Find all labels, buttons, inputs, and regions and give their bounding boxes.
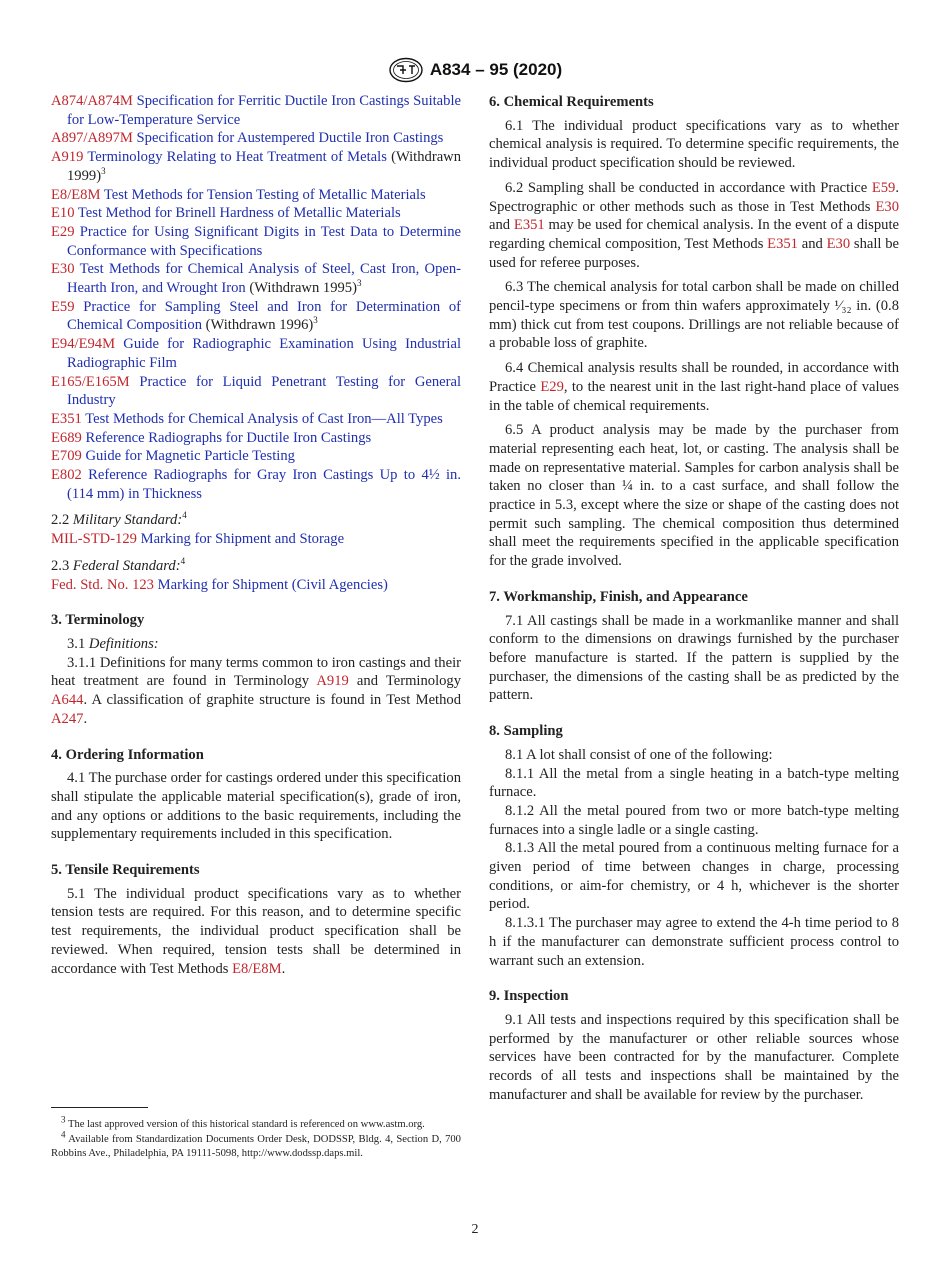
paragraph: 6.1 The individual product specifications vary as to whether chemical analysis is required. To determine specific requirements, the individual product specification should be reviewed. — [489, 117, 899, 172]
reference-item — [51, 530, 461, 549]
reference-title-link[interactable]: Test Methods for Chemical Analysis of Steel, Cast Iron, Open-Hearth Iron, and Wrought Iron — [67, 261, 461, 297]
section-heading: 9. Inspection — [489, 988, 569, 1005]
paragraph: 3.1 Definitions: — [67, 635, 159, 652]
reference-title-link[interactable]: Test Methods for Chemical Analysis of Cast Iron—All Types — [85, 410, 443, 427]
reference-item — [51, 204, 461, 223]
reference-item — [51, 576, 461, 595]
reference-title-link[interactable]: Reference Radiographs for Gray Iron Castings Up to 4½ in. (114 mm) in Thickness — [67, 467, 461, 502]
section-heading: 7. Workmanship, Finish, and Appearance — [489, 588, 748, 605]
footnote: $^3$ The last approved version of this historical standard is referenced on www.astm.org. — [61, 1114, 425, 1130]
reference-code-link[interactable]: E709 — [51, 448, 82, 465]
section-heading: 3. Terminology — [51, 612, 145, 629]
document-title: A834 – 95 (2020) — [429, 60, 563, 79]
reference-item — [51, 223, 461, 260]
reference-title-link[interactable]: Guide for Radiographic Examination Using Industrial Radiographic Film — [67, 336, 461, 371]
reference-title-link[interactable]: Practice for Liquid Penetrant Testing for General Industry — [67, 373, 461, 409]
page-header — [0, 56, 950, 84]
footnote: $^4$ Available from Standardization Documents Order Desk, DODSSP, Bldg. 4, Section D, 700 Robbins Ave., Philadelphia, PA 19111-5098, http://www.dodssp.daps.mil. — [51, 1128, 461, 1159]
section-heading: 6. Chemical Requirements — [489, 94, 654, 110]
xref-link[interactable]: E59 — [871, 179, 896, 196]
withdrawn-note: (Withdrawn 1999) — [67, 149, 462, 184]
xref-link[interactable]: E30 — [826, 235, 851, 252]
reference-title-link[interactable]: Marking for Shipment and Storage — [140, 531, 345, 548]
footnote-marker: 3 — [356, 278, 362, 289]
paragraph: 6.5 A product analysis may be made by the purchaser from material representing each heat, lot, or casting. The analysis shall be made on representative material. Samples for carbon analysis shall be taken no closer than ¼ in. to a cast surface, and shall follow the practice in 5.3, except where the size or shape of the casting does not permit such sampling. The chemical composition thus determined shall meet the requirements specified in the applicable specification for the grade involved. — [489, 422, 899, 570]
footnotes — [51, 1114, 461, 1162]
reference-code-link[interactable]: E10 — [51, 205, 75, 222]
section-heading: 8. Sampling — [489, 723, 563, 740]
reference-code-link[interactable]: MIL-STD-129 — [51, 531, 137, 548]
paragraph: 3.1.1 Definitions for many terms common to iron castings and their heat treatment are found in Terminology A919 and Terminology A644. A classification of graphite structure is found in Test Method A247. — [51, 654, 462, 727]
right-column — [489, 92, 899, 1110]
paragraph: 8.1.1 All the metal from a single heating in a batch-type melting furnace. — [489, 765, 899, 801]
withdrawn-note: (Withdrawn 1996) — [205, 317, 314, 334]
reference-title-link[interactable]: Specification for Ferritic Ductile Iron Castings Suitable for Low-Temperature Service — [67, 93, 461, 128]
astm-logo-icon — [388, 57, 424, 83]
reference-title-link[interactable]: Specification for Austempered Ductile Iron Castings — [136, 130, 444, 147]
paragraph: 6.2 Sampling shall be conducted in accordance with Practice E59. Spectrographic or other methods such as those in Test Methods E30 and E351 may be used for chemical analysis. In the event of a dispute regarding chemical composition, Test Methods E351 and E30 shall be used for referee purposes. — [489, 179, 900, 271]
paragraph: 7.1 All castings shall be made in a workmanlike manner and shall conform to the dimensions on drawings furnished by the purchaser before manufacture is started. If the pattern is supplied by the purchaser, the dimensions of the casting shall be as predicted by the pattern. — [489, 612, 899, 704]
paragraph: 5.1 The individual product specifications vary as to whether tension tests are required. For this reason, and to determine specific test requirements, the individual product specification shall be reviewed. When required, tension tests shall be determined in accordance with Test Methods E8/E8M. — [51, 885, 461, 977]
reference-item — [51, 466, 461, 503]
reference-code-link[interactable]: A919 — [51, 149, 84, 166]
reference-item — [51, 148, 461, 185]
reference-title-link[interactable]: Test Method for Brinell Hardness of Metallic Materials — [77, 205, 401, 222]
reference-item — [51, 429, 461, 448]
reference-item — [51, 335, 461, 372]
reference-code-link[interactable]: E689 — [51, 429, 82, 446]
reference-item — [51, 410, 461, 429]
reference-title-link[interactable]: Marking for Shipment (Civil Agencies) — [157, 576, 388, 593]
section-heading: 4. Ordering Information — [51, 746, 204, 763]
reference-title-link[interactable]: Test Methods for Tension Testing of Metallic Materials — [103, 186, 426, 203]
xref-link[interactable]: E8/E8M — [232, 960, 282, 977]
reference-code-link[interactable]: A874/A874M — [51, 93, 133, 109]
footnote-marker: 3 — [313, 315, 318, 326]
reference-code-link[interactable]: E351 — [51, 410, 82, 427]
paragraph: 8.1.3 All the metal poured from a continuous melting furnace for a given period of time between changes in charge, processing conditions, or aim-for chemistry, or 4 h, whichever is the shorter period. — [489, 840, 899, 913]
left-column — [51, 92, 461, 984]
reference-code-link[interactable]: E29 — [51, 223, 75, 240]
federal-standard-heading: 2.3 Federal Standard:$^4$ — [51, 556, 186, 574]
xref-link[interactable]: A247 — [51, 710, 84, 727]
reference-code-link[interactable]: E165/E165M — [51, 373, 130, 390]
reference-item — [51, 298, 461, 335]
paragraph: 6.3 The chemical analysis for total carbon shall be made on chilled pencil-type specimens or from thin wafers approximately ¹⁄₃₂ in. (0.8 mm) thick cut from test coupons. Drillings are not reliable because of a probable loss of graphite. — [489, 279, 899, 352]
xref-link[interactable]: E351 — [767, 235, 798, 252]
section-heading: 5. Tensile Requirements — [51, 862, 200, 879]
footnote-divider — [51, 1107, 148, 1108]
reference-item — [51, 447, 461, 466]
reference-code-link[interactable]: E59 — [51, 298, 75, 315]
reference-code-link[interactable]: E802 — [51, 467, 82, 484]
reference-item — [51, 186, 461, 205]
page-number: 2 — [471, 1222, 479, 1237]
reference-code-link[interactable]: E30 — [51, 261, 75, 278]
reference-title-link[interactable]: Practice for Sampling Steel and Iron for Determination of Chemical Composition — [67, 298, 461, 334]
xref-link[interactable]: E351 — [513, 217, 545, 234]
paragraph: 8.1.3.1 The purchaser may agree to extend the 4-h time period to 8 h if the manufacturer can demonstrate sufficient process control to warrant such an extension. — [489, 915, 899, 969]
reference-code-link[interactable]: E8/E8M — [51, 186, 101, 203]
reference-item — [51, 92, 461, 129]
xref-link[interactable]: E29 — [540, 378, 564, 395]
reference-code-link[interactable]: A897/A897M — [51, 130, 133, 147]
paragraph: 8.1 A lot shall consist of one of the following: — [505, 746, 773, 763]
reference-list — [51, 92, 461, 503]
withdrawn-note: (Withdrawn 1995) — [249, 280, 357, 297]
military-standard-heading: 2.2 Military Standard:$^4$ — [51, 510, 187, 529]
reference-code-link[interactable]: Fed. Std. No. 123 — [51, 576, 154, 593]
reference-item — [51, 373, 461, 410]
paragraph: 8.1.2 All the metal poured from two or more batch-type melting furnaces into a single ladle or a single casting. — [489, 802, 899, 838]
paragraph: 4.1 The purchase order for castings ordered under this specification shall stipulate the applicable material specification(s), grade of iron, and any options or additions to the basic requirements, including the supplementary requirements included in this specification. — [51, 770, 461, 843]
reference-title-link[interactable]: Terminology Relating to Heat Treatment of Metals — [87, 149, 387, 166]
xref-link[interactable]: E30 — [875, 198, 899, 215]
reference-title-link[interactable]: Guide for Magnetic Particle Testing — [85, 448, 295, 465]
reference-item — [51, 260, 461, 297]
xref-link[interactable]: A919 — [316, 673, 349, 690]
reference-item — [51, 129, 461, 148]
reference-code-link[interactable]: E94/E94M — [51, 336, 116, 353]
reference-title-link[interactable]: Reference Radiographs for Ductile Iron Castings — [85, 429, 372, 446]
xref-link[interactable]: A644 — [51, 692, 84, 709]
reference-title-link[interactable]: Practice for Using Significant Digits in Test Data to Determine Conformance with Specifications — [67, 223, 461, 259]
paragraph: 6.4 Chemical analysis results shall be rounded, in accordance with Practice E29, to the nearest unit in the last right-hand place of values in the table of chemical requirements. — [489, 360, 899, 414]
paragraph: 9.1 All tests and inspections required by this specification shall be performed by the manufacturer or other reliable sources whose services have been contracted for by the manufacturer. Complete records of all tests and inspections shall be maintained by the manufacturer and shall be available for review by the purchaser. — [489, 1011, 899, 1103]
footnote-marker: 3 — [101, 165, 106, 176]
